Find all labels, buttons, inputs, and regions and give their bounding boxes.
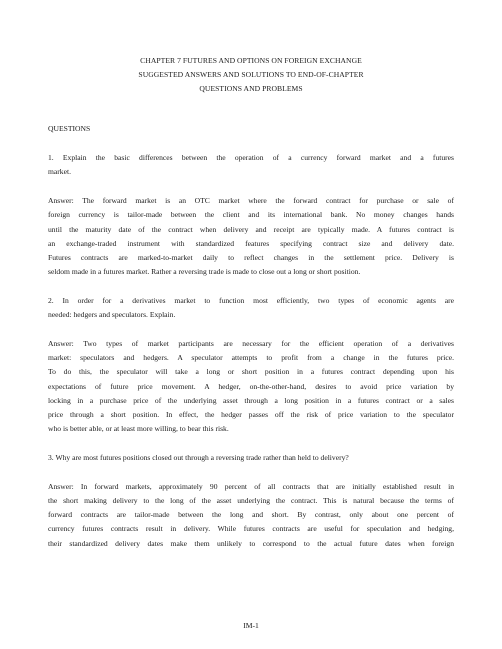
question-1-line: 1. Explain the basic differences between the operation of a currency forward market and a futures (48, 153, 454, 162)
answer-2-line: To do this, the speculator will take a long or short position in a futures contract depending upon his (48, 367, 454, 376)
answer-3-line: currency futures contracts result in delivery. While futures contracts are useful for speculation and hedging, (48, 524, 454, 533)
answer-1-line: an exchange-traded instrument with standardized features specifying contract size and delivery date. (48, 239, 454, 248)
question-3-line: 3. Why are most futures positions closed out through a reversing trade rather than held to delivery? (48, 453, 349, 462)
answer-2-line: price through a short position. In effect, the hedger passes off the risk of price variation to the speculator (48, 410, 454, 419)
document-subtitle-2: QUESTIONS AND PROBLEMS (199, 84, 303, 93)
answer-3-line: their standardized delivery dates make them unlikely to correspond to the actual future dates when foreign (48, 539, 454, 548)
answer-2-line: expectations of future price movement. A hedger, on-the-other-hand, desires to avoid price variation by (48, 382, 454, 391)
chapter-title: CHAPTER 7 FUTURES AND OPTIONS ON FOREIGN EXCHANGE (140, 56, 362, 65)
answer-1-line: until the maturity date of the contract when delivery and receipt are typically made. A futures contract is (48, 225, 454, 234)
answer-2-line: market: speculators and hedgers. A speculator attempts to profit from a change in the futures price. (48, 353, 454, 362)
answer-1-line: Answer: The forward market is an OTC market where the forward contract for purchase or sale of (48, 196, 454, 205)
question-1-line: market. (48, 167, 71, 176)
answer-3-line: Answer: In forward markets, approximately 90 percent of all contracts that are initially established result in (48, 482, 454, 491)
answer-3-line: the short making delivery to the long of the asset underlying the contract. This is natural because the terms of (48, 496, 454, 505)
question-2-line: 2. In order for a derivatives market to function most efficiently, two types of economic agents are (48, 296, 454, 305)
document-subtitle: SUGGESTED ANSWERS AND SOLUTIONS TO END-OF-CHAPTER (138, 70, 364, 79)
answer-2-line: who is better able, or at least more willing, to bear this risk. (48, 424, 229, 433)
section-heading: QUESTIONS (48, 124, 91, 133)
answer-1-line: seldom made in a futures market. Rather a reversing trade is made to close out a long or short position. (48, 267, 361, 276)
question-2-line: needed: hedgers and speculators. Explain. (48, 310, 176, 319)
answer-1-line: Futures contracts are marked-to-market daily to reflect changes in the settlement price. Delivery is (48, 253, 454, 262)
answer-1-line: foreign currency is tailor-made between the client and its international bank. No money changes hands (48, 210, 454, 219)
answer-2-line: Answer: Two types of market participants are necessary for the efficient operation of a derivatives (48, 339, 454, 348)
answer-2-line: locking in a purchase price of the underlying asset through a long position in a futures contract or a sales (48, 396, 454, 405)
page-number: IM-1 (243, 621, 259, 630)
answer-3-line: forward contracts are tailor-made between the long and short. By contrast, only about one percent of (48, 510, 454, 519)
